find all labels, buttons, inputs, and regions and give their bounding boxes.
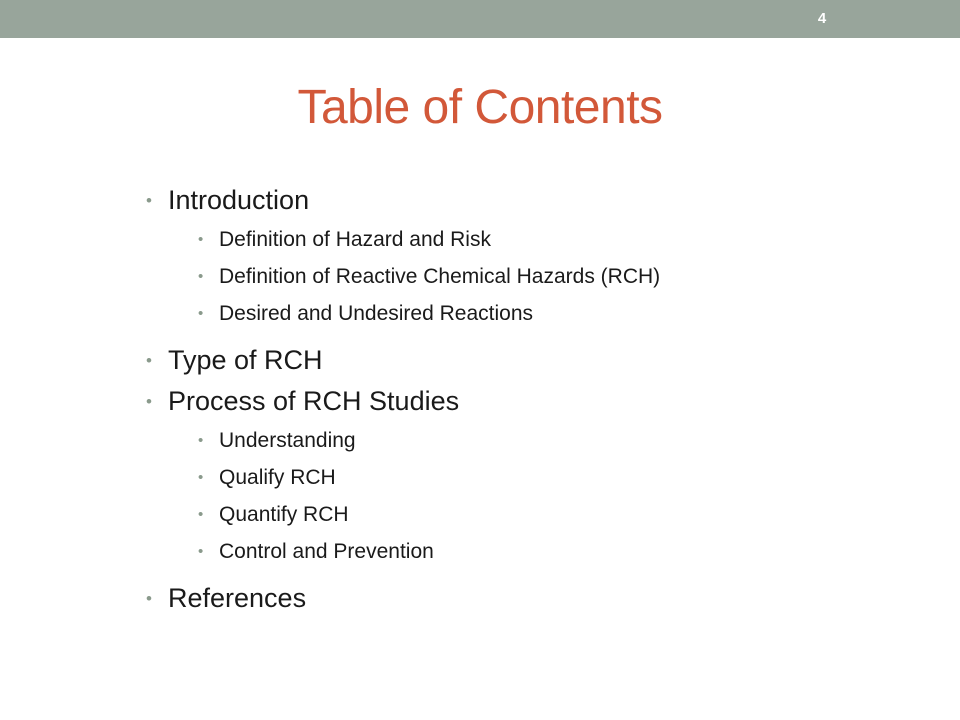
toc-sublist-introduction [168, 221, 906, 340]
page-title: Table of Contents [297, 81, 663, 134]
toc-subitem: • Desired and Undesired Reactions [198, 295, 906, 332]
toc-subitem: • Definition of Reactive Chemical Hazards (RCH) [198, 258, 906, 295]
toc-subitem: • Understanding [198, 422, 906, 459]
header-band [0, 0, 960, 38]
toc-item-label: Introduction [168, 185, 310, 215]
toc-item-label: References [168, 583, 307, 613]
slide-number: 4 [817, 10, 827, 27]
toc-item-references [146, 578, 906, 619]
toc-subitem: • Definition of Hazard and Risk [198, 221, 906, 258]
toc-item-label: Type of RCH [168, 345, 323, 375]
toc-sublist-process [168, 422, 906, 578]
toc-item-introduction [146, 180, 906, 340]
toc-item-label: Process of RCH Studies [168, 386, 460, 416]
table-of-contents-list [146, 180, 906, 619]
toc-item-type-of-rch [146, 340, 906, 381]
toc-item-process [146, 381, 906, 578]
toc-subitem: • Control and Prevention [198, 533, 906, 570]
toc-subitem: • Qualify RCH [198, 459, 906, 496]
toc-subitem: • Quantify RCH [198, 496, 906, 533]
